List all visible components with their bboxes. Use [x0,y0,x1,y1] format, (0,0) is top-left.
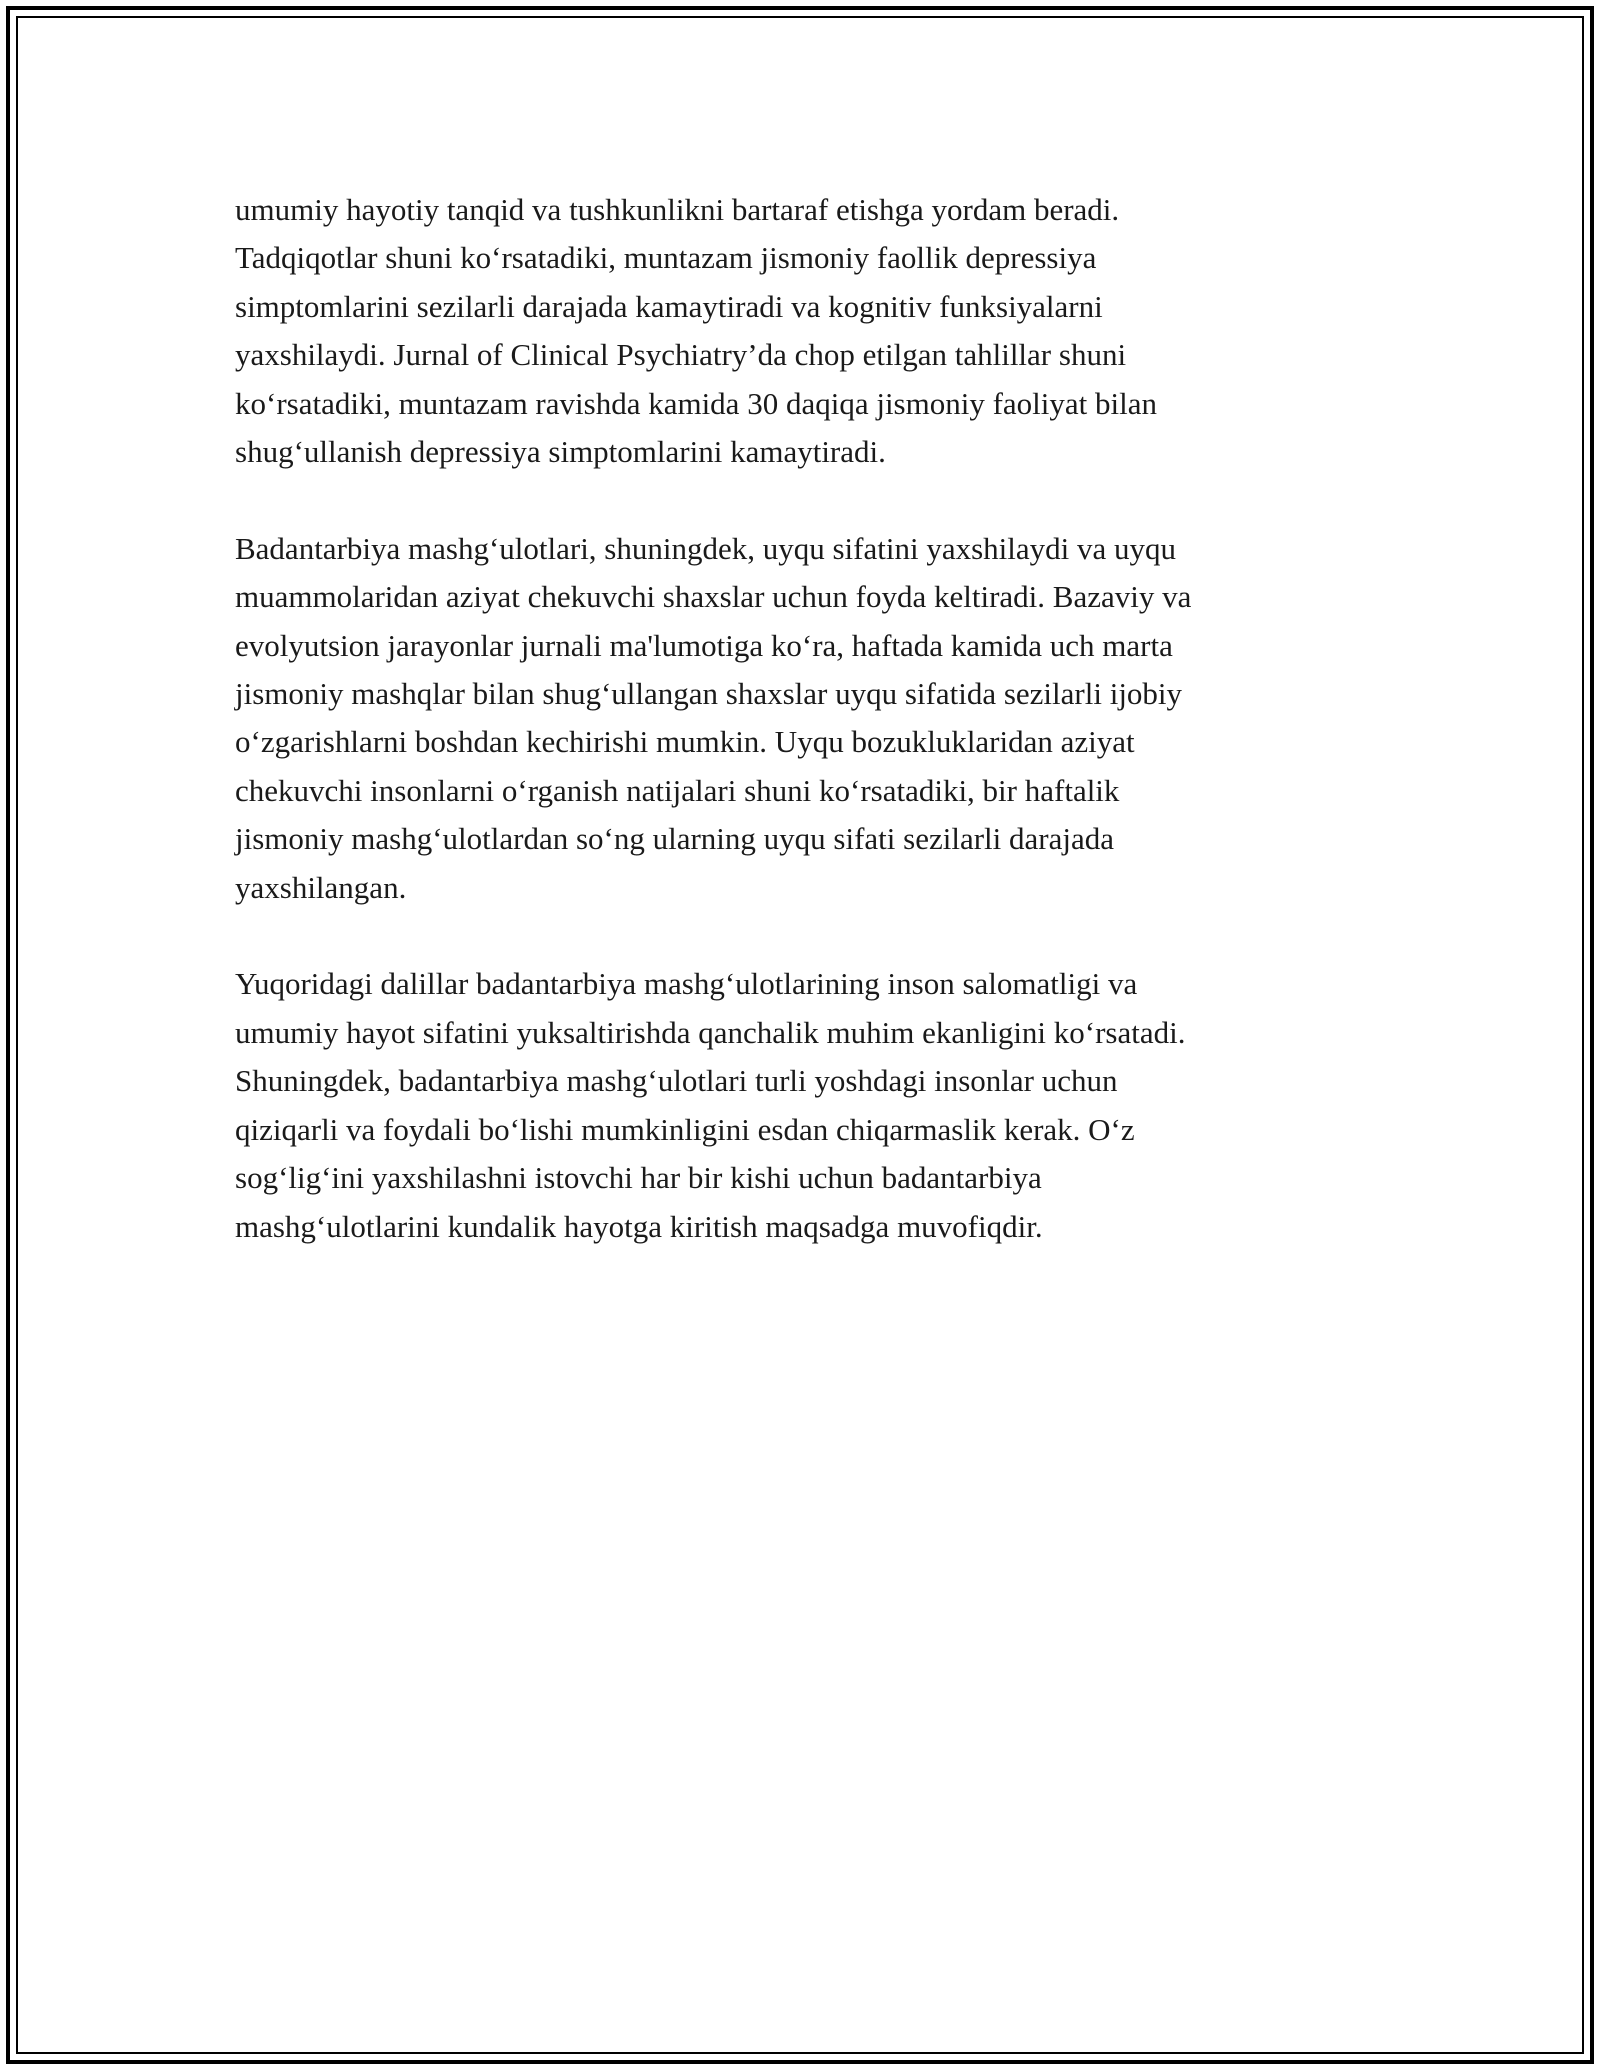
paragraph-3: Yuqoridagi dalillar badantarbiya mashgʻulotlarining inson salomatligi va umumiy hayot sifatini yuksaltirishda qanchalik muhim ekanligini koʻrsatadi. Shuningdek, badantarbiya mashgʻulotlari turli yoshdagi insonlar uchun qiziqarli va foydali boʻlishi mumkinligini esdan chiqarmaslik kerak. Oʻz sogʻligʻini yaxshilashni istovchi har bir kishi uchun badantarbiya mashgʻulotlarini kundalik hayotga kiritish maqsadga muvofiqdir. [235,966,1186,1244]
document-body [235,186,1375,1299]
paragraph-2: Badantarbiya mashgʻulotlari, shuningdek, uyqu sifatini yaxshilaydi va uyqu muammolaridan aziyat chekuvchi shaxslar uchun foyda keltiradi. Bazaviy va evolyutsion jarayonlar jurnali ma'lumotiga koʻra, haftada kamida uch marta jismoniy mashqlar bilan shugʻullangan shaxslar uyqu sifatida sezilarli ijobiy oʻzgarishlarni boshdan kechirishi mumkin. Uyqu bozukluklaridan aziyat chekuvchi insonlarni oʻrganish natijalari shuni koʻrsatadiki, bir haftalik jismoniy mashgʻulotlardan soʻng ularning uyqu sifati sezilarli darajada yaxshilangan. [235,530,1192,905]
paragraph-1: umumiy hayotiy tanqid va tushkunlikni bartaraf etishga yordam beradi. Tadqiqotlar shuni koʻrsatadiki, muntazam jismoniy faollik depressiya simptomlarini sezilarli darajada kamaytiradi va kognitiv funksiyalarni yaxshilaydi. Jurnal of Clinical Psychiatry’da chop etilgan tahlillar shuni koʻrsatadiki, muntazam ravishda kamida 30 daqiqa jismoniy faoliyat bilan shugʻullanish depressiya simptomlarini kamaytiradi. [235,192,1158,470]
